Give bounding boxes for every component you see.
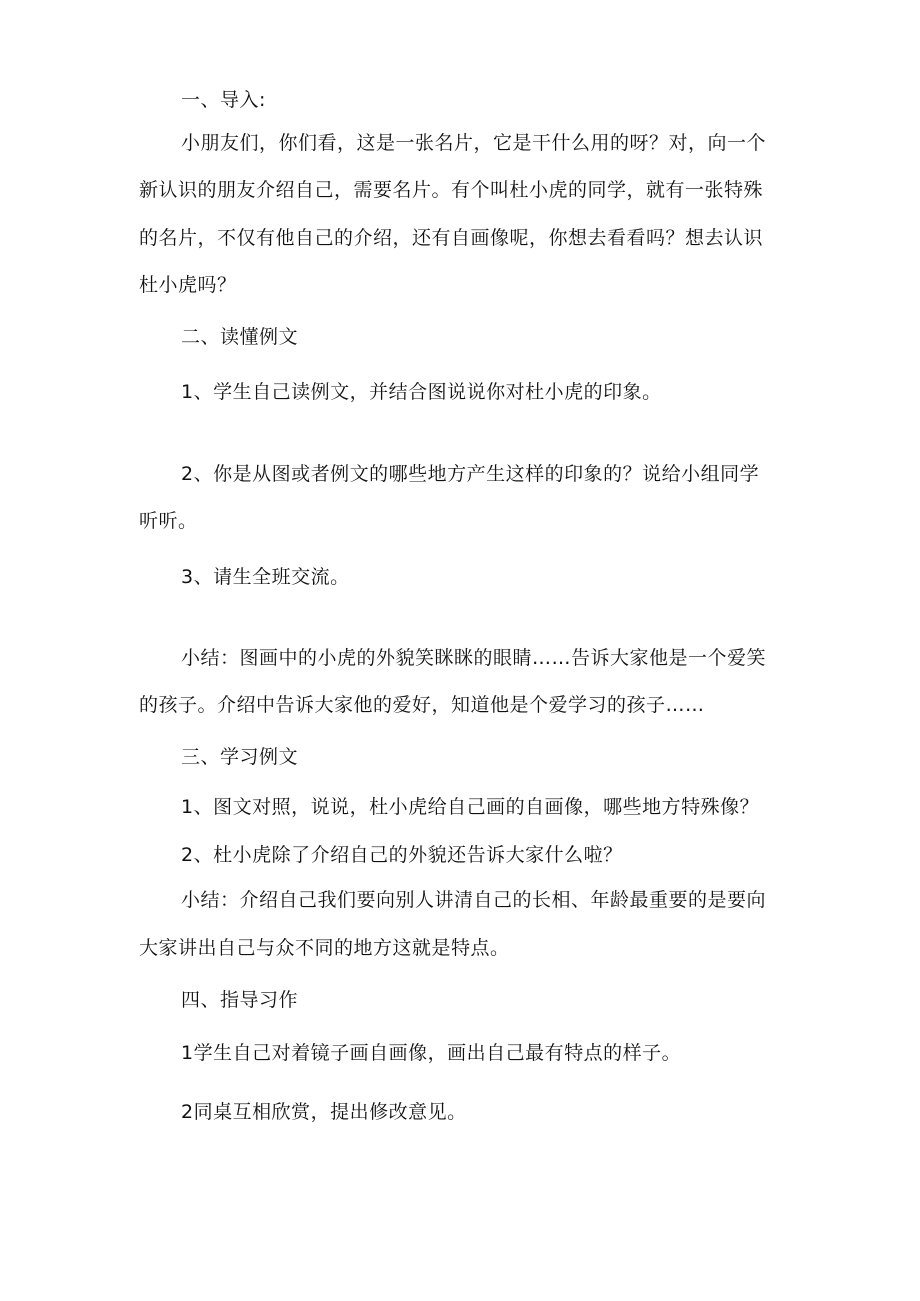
list-item: 1、图文对照，说说，杜小虎给自己画的自画像，哪些地方特殊像？ [181, 796, 760, 818]
summary-line: 小结：图画中的小虎的外貌笑眯眯的眼睛……告诉大家他是一个爱笑 [181, 647, 767, 669]
paragraph-line: 的名片，不仅有他自己的介绍，还有自画像呢，你想去看看吗？想去认识 [139, 227, 764, 249]
section-heading-4: 四、指导习作 [181, 989, 299, 1011]
section-heading-3: 三、学习例文 [181, 746, 299, 768]
summary-line: 小结：介绍自己我们要向别人讲清自己的长相、年龄最重要的是要向 [181, 889, 767, 911]
section-heading-1: 一、导入: [181, 89, 266, 111]
list-item-continuation: 听听。 [139, 510, 198, 532]
list-item: 1学生自己对着镜子画自画像，画出自己最有特点的样子。 [181, 1042, 682, 1064]
paragraph-line: 杜小虎吗？ [139, 274, 237, 296]
summary-line: 大家讲出自己与众不同的地方这就是特点。 [139, 937, 510, 959]
list-item: 1、学生自己读例文，并结合图说说你对杜小虎的印象。 [181, 381, 662, 403]
paragraph-line: 小朋友们，你们看，这是一张名片，它是干什么用的呀？对，向一个 [181, 132, 767, 154]
paragraph-line: 新认识的朋友介绍自己，需要名片。有个叫杜小虎的同学，就有一张特殊 [139, 179, 764, 201]
section-heading-2: 二、读懂例文 [181, 326, 299, 348]
list-item: 3、请生全班交流。 [181, 566, 350, 588]
summary-line: 的孩子。介绍中告诉大家他的爱好，知道他是个爱学习的孩子…… [139, 694, 705, 716]
list-item: 2、杜小虎除了介绍自己的外貌还告诉大家什么啦？ [181, 844, 623, 866]
list-item: 2同桌互相欣赏，提出修改意见。 [181, 1101, 467, 1123]
list-item: 2、你是从图或者例文的哪些地方产生这样的印象的？说给小组同学 [181, 463, 760, 485]
